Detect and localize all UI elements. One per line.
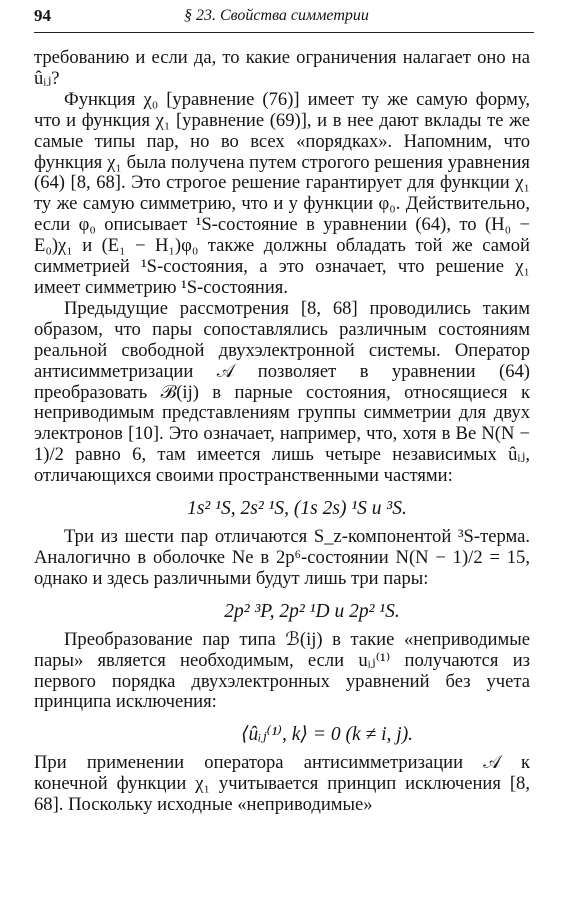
paragraph: Функция χ₀ [уравнение (76)] имеет ту же самую форму, что и функция χ₁ [уравнение (69)], и в нее дают вклады те же самые типы пар, но во всех «порядках». Напомним, что функция χ₁ была получена путем строгого решения уравнения (64) [8, 68]. Это строгое решение гарантирует для функции χ₁ ту же самую симметрию, что и у функции φ₀. Действительно, если φ₀ описывает ¹S-состояние в уравнении (64), то (H₀ − E₀)χ₁ и (E₁ − H₁)φ₀ также должны обладать той же самой симметрией ¹S-состояния, а это означает, что решение χ₁ имеет симметрию ¹S-состояния. bbox=[34, 88, 530, 298]
page-body bbox=[34, 48, 530, 816]
header-rule bbox=[34, 32, 534, 33]
paragraph: Преобразование пар типа ℬ(ij) в такие «неприводимые пары» является необходимым, если uᵢⱼ⁽¹⁾ получаются из первого порядка двухэлектронных уравнений без учета принципа исключения: bbox=[34, 628, 530, 713]
running-title: § 23. Свойства симметрии bbox=[184, 7, 369, 24]
page-header bbox=[34, 6, 534, 30]
paragraph: Три из шести пар отличаются S_z-компонентой ³S-терма. Аналогично в оболочке Ne в 2p⁶-состоянии N(N − 1)/2 = 15, однако и здесь различными будут лишь три пары: bbox=[34, 526, 530, 589]
paragraph: При применении оператора антисимметризации 𝒜 к конечной функции χ₁ учитывается принцип исключения [8, 68]. Поскольку исходные «неприводимые» bbox=[34, 752, 530, 816]
page-number: 94 bbox=[34, 6, 51, 25]
paragraph: Предыдущие рассмотрения [8, 68] проводились таким образом, что пары сопоставлялись различным состояниям реальной свободной двухэлектронной системы. Оператор антисимметризации 𝒜 позволяет в уравнении (64) преобразовать ℬ(ij) в парные состояния, относящиеся к неприводимым представлениям группы симметрии для двух электронов [10]. Это означает, например, что, хотя в Be N(N − 1)/2 равно 6, там имеется лишь четыре независимых ûᵢⱼ, отличающихся своими пространственными частями: bbox=[34, 297, 530, 487]
paragraph-continued: требованию и если да, то какие ограничения налагает оно на ûᵢⱼ? bbox=[34, 47, 530, 89]
equation: 1s² ¹S, 2s² ¹S, (1s 2s) ¹S и ³S. bbox=[187, 498, 407, 520]
equation: ⟨ûᵢⱼ⁽¹⁾, k⟩ = 0 (k ≠ i, j). bbox=[240, 724, 414, 746]
equation: 2p² ³P, 2p² ¹D и 2p² ¹S. bbox=[224, 600, 400, 622]
